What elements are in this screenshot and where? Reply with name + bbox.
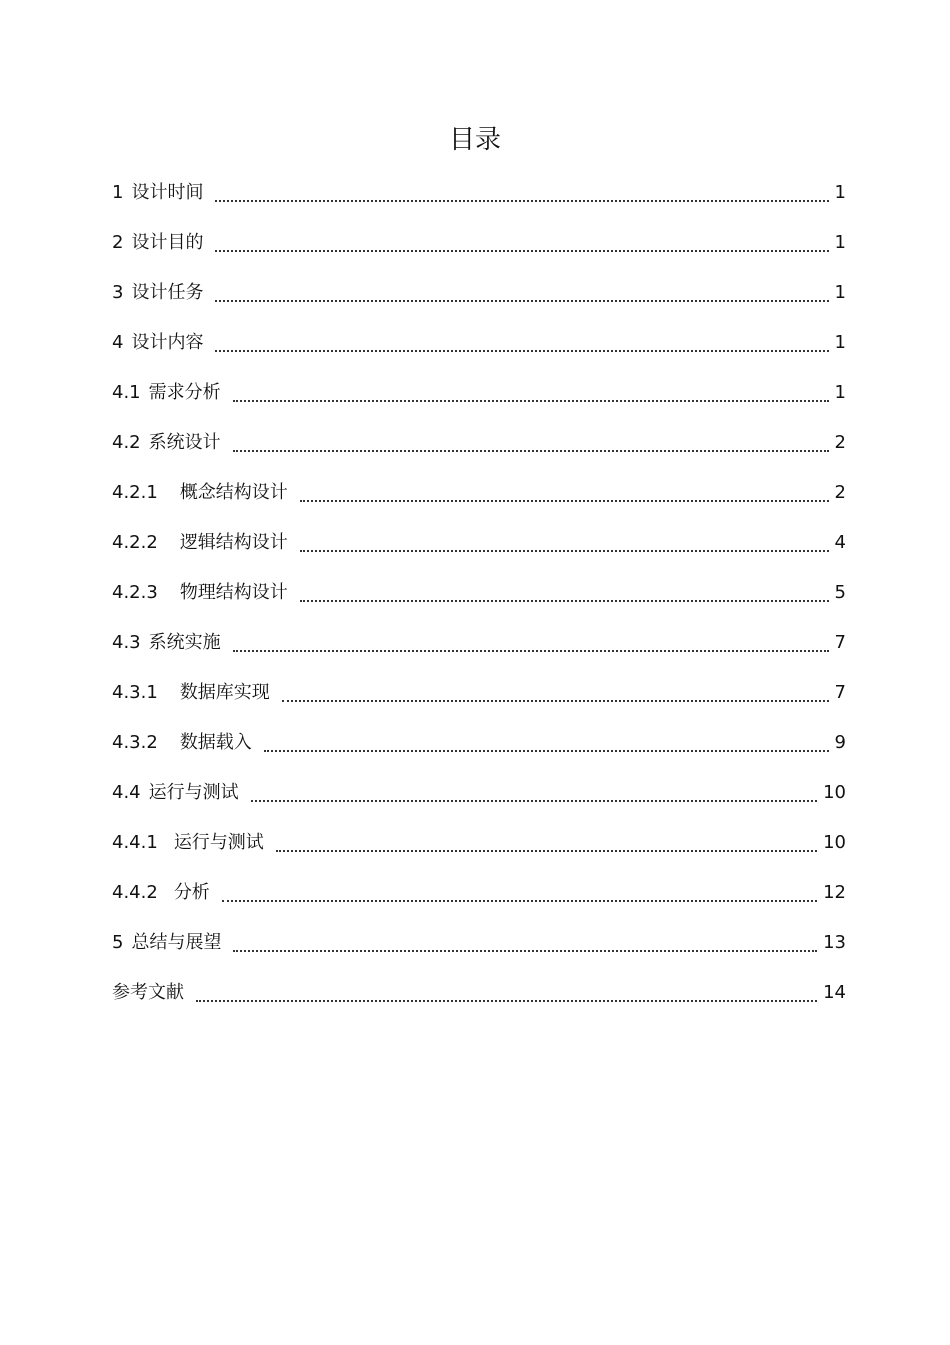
toc-dot-leader	[276, 830, 817, 852]
toc-entry-page: 10	[823, 832, 846, 853]
toc-entry-label: 分析	[173, 882, 210, 903]
toc-entry[interactable]	[112, 168, 846, 218]
toc-entry[interactable]	[112, 318, 846, 368]
toc-entry-page: 14	[823, 982, 846, 1003]
toc-entry[interactable]	[112, 868, 846, 918]
toc-entry-label: 设计目的	[131, 232, 204, 253]
toc-entry-label: 总结与展望	[131, 932, 222, 953]
toc-entry-label: 物理结构设计	[179, 582, 288, 603]
toc-title: 目录	[448, 125, 501, 155]
toc-dot-leader	[233, 630, 829, 652]
toc-entry-number: 4.2.3	[112, 582, 158, 603]
toc-entry-label: 设计任务	[131, 282, 204, 303]
toc-dot-leader	[215, 230, 828, 252]
toc-entry-number: 4.4	[112, 782, 141, 803]
toc-dot-leader	[300, 530, 829, 552]
toc-entry-label: 概念结构设计	[179, 482, 288, 503]
toc-entry-label: 逻辑结构设计	[179, 532, 288, 553]
toc-entry[interactable]	[112, 768, 846, 818]
toc-entry[interactable]	[112, 468, 846, 518]
toc-entry-label: 设计内容	[131, 332, 204, 353]
toc-dot-leader	[264, 730, 829, 752]
toc-dot-leader	[282, 680, 829, 702]
toc-entry-number: 4.4.1	[112, 832, 158, 853]
toc-dot-leader	[233, 930, 817, 952]
toc-entry-page: 7	[834, 682, 846, 703]
toc-entry-page: 9	[834, 732, 846, 753]
toc-entry-label: 需求分析	[148, 382, 221, 403]
toc-entry[interactable]	[112, 368, 846, 418]
toc-dot-leader	[222, 880, 817, 902]
toc-entry-label: 系统设计	[148, 432, 221, 453]
toc-entry-number: 4	[112, 332, 124, 353]
toc-entry-number: 4.2.1	[112, 482, 158, 503]
toc-entry-page: 5	[834, 582, 846, 603]
toc-entry[interactable]	[112, 918, 846, 968]
toc-entry-number: 2	[112, 232, 124, 253]
toc-entry[interactable]	[112, 568, 846, 618]
toc-entry[interactable]	[112, 418, 846, 468]
toc-dot-leader	[233, 380, 829, 402]
toc-entry-label: 参考文献	[112, 982, 184, 1003]
toc-entry-label: 设计时间	[131, 182, 204, 203]
toc-entry-number: 5	[112, 932, 124, 953]
toc-entry[interactable]	[112, 718, 846, 768]
toc-entry-page: 7	[834, 632, 846, 653]
toc-entry-page: 1	[834, 282, 846, 303]
toc-dot-leader	[215, 180, 828, 202]
toc-entry-number: 4.3.1	[112, 682, 158, 703]
toc-dot-leader	[215, 330, 828, 352]
toc-entry-page: 12	[823, 882, 846, 903]
toc-entry-page: 1	[834, 182, 846, 203]
toc-entry-label: 数据载入	[179, 732, 252, 753]
toc-entry-page: 1	[834, 232, 846, 253]
toc-dot-leader	[196, 980, 817, 1002]
toc-entry[interactable]	[112, 218, 846, 268]
toc-entry-page: 2	[834, 482, 846, 503]
toc-entry-number: 4.2	[112, 432, 141, 453]
toc-entry-number: 1	[112, 182, 124, 203]
toc-entry-number: 4.4.2	[112, 882, 158, 903]
toc-entry-page: 1	[834, 382, 846, 403]
toc-entry[interactable]	[112, 618, 846, 668]
toc-entry[interactable]	[112, 968, 846, 1018]
toc-dot-leader	[215, 280, 828, 302]
toc-entry-page: 10	[823, 782, 846, 803]
toc-entry-number: 4.2.2	[112, 532, 158, 553]
toc-entry-label: 运行与测试	[148, 782, 239, 803]
toc-entry-label: 系统实施	[148, 632, 221, 653]
toc-entry-number: 4.3	[112, 632, 141, 653]
toc-entry-page: 4	[834, 532, 846, 553]
toc-entry[interactable]	[112, 818, 846, 868]
toc-dot-leader	[251, 780, 817, 802]
toc-entry-number: 4.1	[112, 382, 141, 403]
toc-entry-label: 数据库实现	[179, 682, 270, 703]
toc-entry-label: 运行与测试	[173, 832, 264, 853]
toc-entry-page: 13	[823, 932, 846, 953]
toc-entry[interactable]	[112, 668, 846, 718]
table-of-contents	[112, 168, 846, 1018]
toc-entry[interactable]	[112, 518, 846, 568]
toc-dot-leader	[233, 430, 829, 452]
toc-entry-number: 3	[112, 282, 124, 303]
toc-entry[interactable]	[112, 268, 846, 318]
toc-entry-page: 2	[834, 432, 846, 453]
toc-entry-number: 4.3.2	[112, 732, 158, 753]
toc-dot-leader	[300, 580, 829, 602]
toc-entry-page: 1	[834, 332, 846, 353]
toc-dot-leader	[300, 480, 829, 502]
